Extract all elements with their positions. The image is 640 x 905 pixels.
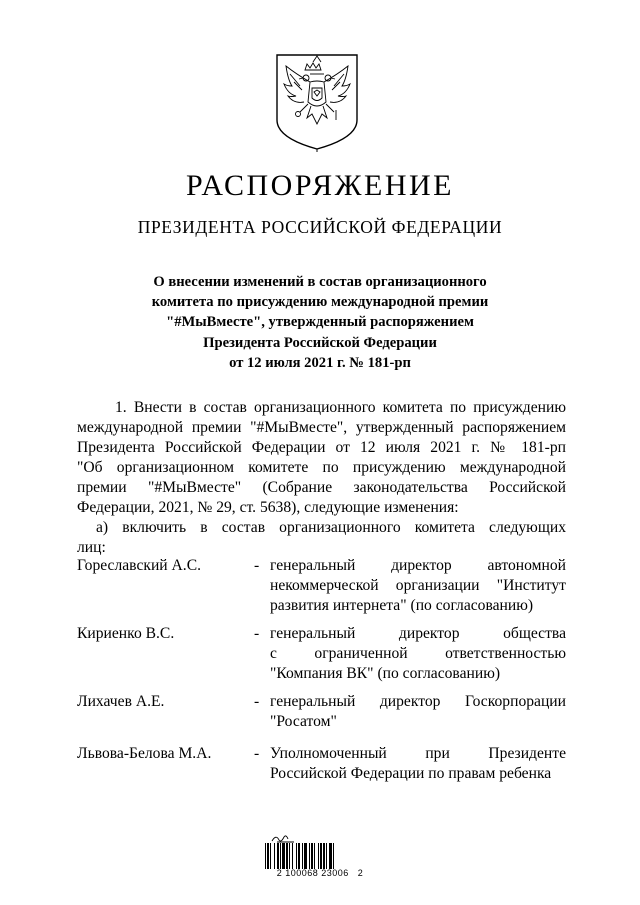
barcode-bar xyxy=(298,843,300,869)
paragraph-line: международной премии "#МыВместе", утвержденный распоряжением xyxy=(77,419,566,436)
barcode-bar xyxy=(277,843,279,869)
barcode-bar xyxy=(329,843,332,869)
member-description-line: генеральный директор автономной xyxy=(270,557,566,574)
barcode-bar xyxy=(311,843,313,869)
member-description-line: "Компания ВК" (по согласованию) xyxy=(270,665,501,682)
member-description-line: Уполномоченный при Президенте xyxy=(270,745,566,762)
barcode-bar xyxy=(265,843,266,869)
heading-line: Президента Российской Федерации xyxy=(203,334,437,351)
heading-line: от 12 июля 2021 г. № 181-рп xyxy=(229,354,411,371)
member-description xyxy=(270,692,566,732)
barcode-bar xyxy=(274,843,275,869)
barcode-bar xyxy=(292,843,293,869)
barcode-bar xyxy=(270,843,271,869)
member-name: Кириенко В.С. xyxy=(77,625,175,642)
member-description-line: генеральный директор общества xyxy=(270,625,566,642)
member-dash: - xyxy=(254,693,260,710)
barcode-bar xyxy=(289,843,290,869)
barcode-bar xyxy=(296,843,297,869)
member-dash: - xyxy=(254,745,260,762)
member-dash: - xyxy=(254,625,260,642)
paragraph-line: премии "#МыВместе" (Собрание законодательства Российской xyxy=(77,479,566,496)
member-name: Львова-Белова М.А. xyxy=(77,745,212,762)
member-description xyxy=(270,744,566,784)
barcode-bar xyxy=(326,843,327,869)
document-subtitle: ПРЕЗИДЕНТА РОССИЙСКОЙ ФЕДЕРАЦИИ xyxy=(137,217,503,237)
document-heading xyxy=(100,272,540,373)
member-description-line: с ограниченной ответственностью xyxy=(270,645,566,662)
barcode-bar xyxy=(282,843,285,869)
paragraph-line: "Об организационном комитете по присуждению международной xyxy=(77,459,566,476)
barcode-number: 2 100068 23006 2 xyxy=(276,868,364,878)
barcode-bar xyxy=(280,843,281,869)
barcode-bar xyxy=(309,843,310,869)
barcode-bar xyxy=(333,843,334,869)
document-title: РАСПОРЯЖЕНИЕ xyxy=(185,169,455,202)
member-description xyxy=(270,624,566,684)
heading-line: "#МыВместе", утвержденный распоряжением xyxy=(166,314,474,331)
barcode-bar xyxy=(286,843,288,869)
member-dash: - xyxy=(254,557,260,574)
paragraph-line: Федерации, 2021, № 29, ст. 5638), следующие изменения: xyxy=(77,499,459,516)
barcode-icon xyxy=(264,843,376,869)
member-description-line: некоммерческой организации "Институт xyxy=(270,577,566,594)
member-description xyxy=(270,556,566,616)
subitem-line: лиц: xyxy=(77,539,106,556)
paragraph-line: Президента Российской Федерации от 12 июля 2021 г. № 181-рп xyxy=(77,439,566,456)
barcode-bar xyxy=(320,843,322,869)
heading-line: О внесении изменений в состав организационного xyxy=(153,274,487,290)
barcode-bar xyxy=(267,843,269,869)
member-description-line: генеральный директор Госкорпорации xyxy=(270,693,566,710)
subitem-line: а) включить в состав организационного комитета следующих xyxy=(96,519,566,536)
member-description-line: Российской Федерации по правам ребенка xyxy=(270,765,552,782)
member-description-line: развития интернета" (по согласованию) xyxy=(270,597,534,614)
barcode-bar xyxy=(314,843,315,869)
paragraph-line: 1. Внести в состав организационного комитета по присуждению xyxy=(115,399,566,416)
barcode-bar xyxy=(318,843,319,869)
barcode-bar xyxy=(323,843,325,869)
member-name: Гореславский А.С. xyxy=(77,557,201,574)
member-description-line: "Росатом" xyxy=(270,713,337,730)
barcode-bar xyxy=(304,843,307,869)
barcode-bar xyxy=(302,843,303,869)
heading-line: комитета по присуждению международной премии xyxy=(151,294,489,311)
member-name: Лихачев А.Е. xyxy=(77,693,165,710)
coat-of-arms-icon xyxy=(274,52,360,152)
